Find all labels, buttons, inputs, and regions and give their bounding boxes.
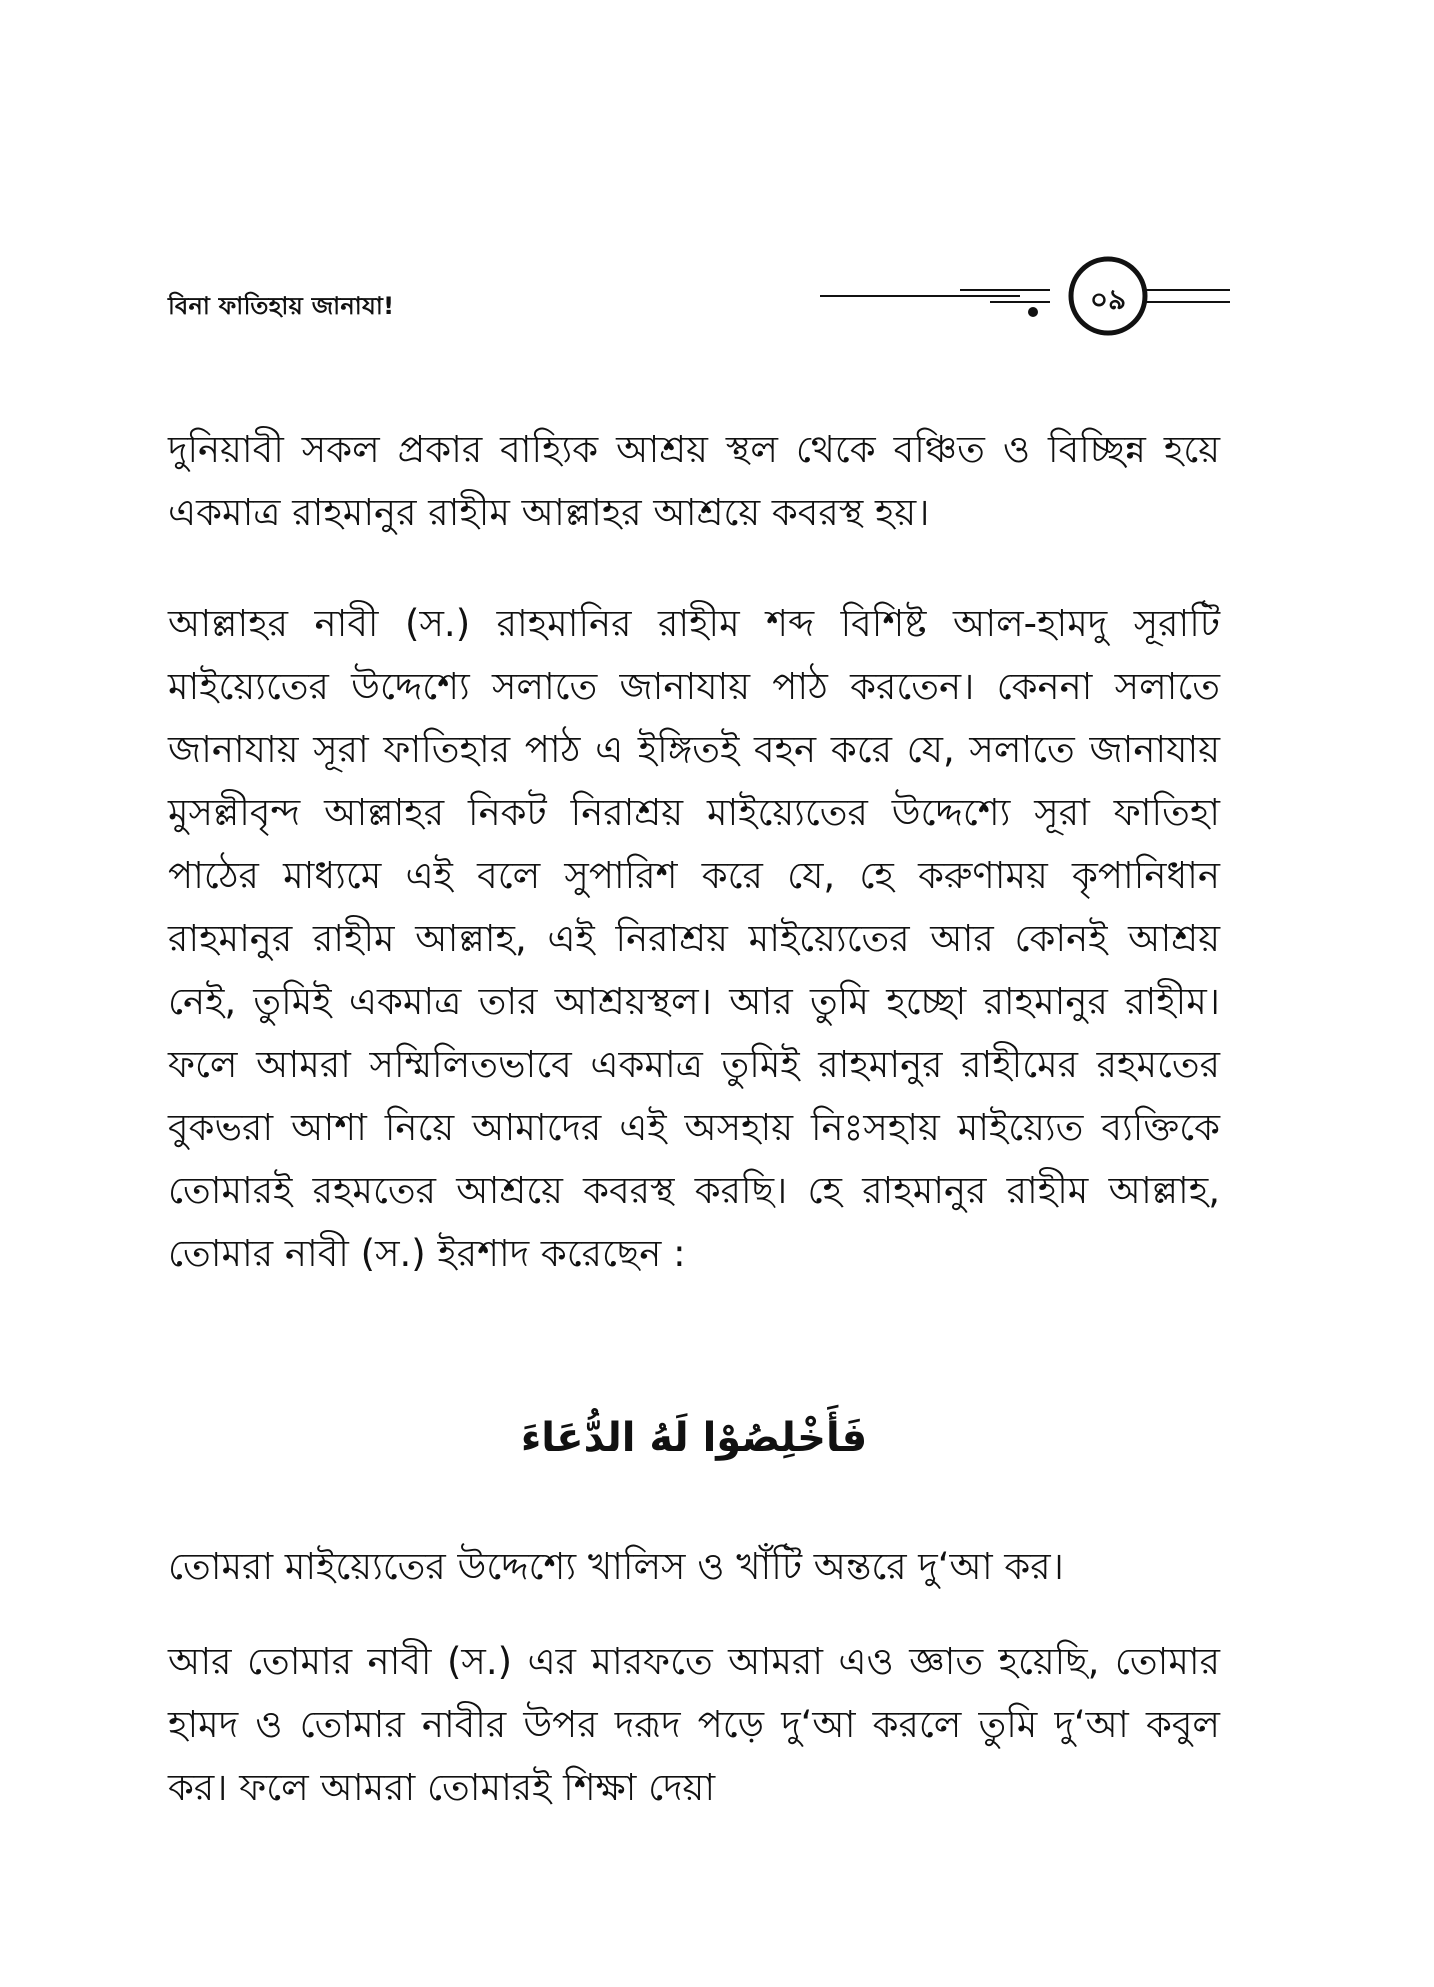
- running-header-title: বিনা ফাতিহায় জানাযা!: [168, 292, 395, 320]
- paragraph-1: দুনিয়াবী সকল প্রকার বাহ্যিক আশ্রয় স্থল থেকে বঞ্চিত ও বিচ্ছিন্ন হয়ে একমাত্র রাহমানুর রাহীম আল্লাহর আশ্রয়ে কবরস্থ হয়।: [168, 428, 1220, 534]
- page-number-ornament: [820, 255, 1230, 345]
- page-number: ০৯: [1089, 283, 1127, 316]
- paragraph-4: আর তোমার নাবী (স.) এর মারফতে আমরা এও জ্ঞাত হয়েছি, তোমার হামদ ও তোমার নাবীর উপর দরূদ পড়ে দু‘আ করলে তুমি দু‘আ কবুল কর। ফলে আমরা তোমারই শিক্ষা দেয়া: [168, 1640, 1220, 1809]
- paragraph-2: আল্লাহর নাবী (স.) রাহমানির রাহীম শব্দ বিশিষ্ট আল-হামদু সূরাটি মাইয়্যেতের উদ্দেশ্যে সলাতে জানাযায় পাঠ করতেন। কেননা সলাতে জানাযায় সূরা ফাতিহার পাঠ এ ইঙ্গিতই বহন করে যে, সলাতে জানাযায় মুসল্লীবৃন্দ আল্লাহর নিকট নিরাশ্রয় মাইয়্যেতের উদ্দেশ্যে সূরা ফাতিহা পাঠের মাধ্যমে এই বলে সুপারিশ করে যে, হে করুণাময় কৃপানিধান রাহমানুর রাহীম আল্লাহ, এই নিরাশ্রয় মাইয়্যেতের আর কোনই আশ্রয় নেই, তুমিই একমাত্র তার আশ্রয়স্থল। আর তুমি হচ্ছো রাহমানুর রাহীম। ফলে আমরা সম্মিলিতভাবে একমাত্র তুমিই রাহমানুর রাহীমের রহমতের বুকভরা আশা নিয়ে আমাদের এই অসহায় নিঃসহায় মাইয়্যেত ব্যক্তিকে তোমারই রহমতের আশ্রয়ে কবরস্থ করছি। হে রাহমানুর রাহীম আল্লাহ, তোমার নাবী (স.) ইরশাদ করেছেন :: [168, 602, 1220, 1275]
- paragraph-3: তোমরা মাইয়্যেতের উদ্দেশ্যে খালিস ও খাঁটি অন্তরে দু‘আ কর।: [168, 1545, 1064, 1588]
- arabic-verse: فَأَخْلِصُوْا لَهُ الدُّعَاءَ: [520, 1415, 868, 1461]
